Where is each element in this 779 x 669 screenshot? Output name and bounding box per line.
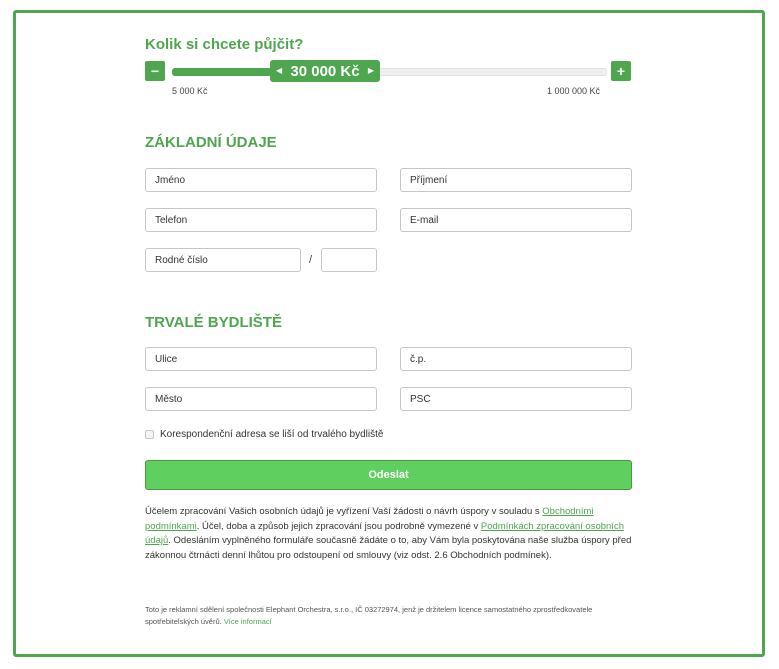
loan-slider-fill — [172, 68, 272, 76]
city-field[interactable] — [145, 387, 377, 411]
advertising-disclaimer — [145, 604, 635, 627]
house-number-field[interactable] — [400, 347, 632, 371]
birth-number-field[interactable] — [145, 248, 301, 272]
consent-text-part: Účelem zpracování Vašich osobních údajů je vyřízení Vaší žádosti o návrh úspory v souladu s — [145, 506, 543, 517]
birth-number-slash: / — [309, 254, 313, 266]
loan-slider-handle[interactable] — [270, 60, 380, 82]
different-address-checkbox[interactable] — [145, 430, 154, 439]
arrow-left-icon: ◀ — [276, 66, 283, 75]
birth-number-suffix-field[interactable] — [321, 248, 377, 272]
different-address-label[interactable]: Korespondenční adresa se liší od trvalého bydliště — [160, 429, 384, 440]
slider-max-label: 1 000 000 Kč — [547, 86, 601, 96]
privacy-conditions-link[interactable]: Podmínkách zpracování osobních údajů — [145, 520, 624, 546]
email-field[interactable] — [400, 208, 632, 232]
permanent-address-title: TRVALÉ BYDLIŠTĚ — [145, 314, 282, 331]
consent-text — [145, 505, 635, 563]
basic-info-title: ZÁKLADNÍ ÚDAJE — [145, 134, 277, 151]
more-info-link[interactable]: Více informací — [223, 616, 272, 626]
consent-text-part: . Účel, doba a způsob jejich zpracování jsou podrobně vymezené v — [196, 520, 481, 532]
last-name-field[interactable] — [400, 168, 632, 192]
decrease-amount-button[interactable]: − — [145, 61, 165, 81]
zip-field[interactable] — [400, 387, 632, 411]
first-name-field[interactable] — [145, 168, 377, 192]
terms-link[interactable]: Obchodními podmínkami — [145, 506, 594, 532]
slider-min-label: 5 000 Kč — [172, 86, 208, 96]
loan-question: Kolik si chcete půjčit? — [145, 36, 304, 53]
consent-text-part: . Odesláním vyplněného formuláře současně žádáte o to, aby Vám byla poskytována naše služba úspory před zákonnou čtrnácti denní lhůtou pro odstoupení od smlouvy (viz odst. 2.6 Obchodních podmínek). — [145, 535, 632, 561]
submit-button[interactable]: Odeslat — [145, 460, 632, 490]
loan-amount-value: 30 000 Kč — [290, 62, 360, 80]
increase-amount-button[interactable]: + — [611, 61, 631, 81]
street-field[interactable] — [145, 347, 377, 371]
disclaimer-text: Toto je reklamní sdělení společnosti Elephant Orchestra, s.r.o., IČ 03272974, jenž je držitelem licence samostatného zprostředkovatele spotřebitelských úvěrů. — [145, 605, 593, 626]
arrow-right-icon: ▶ — [367, 66, 374, 75]
phone-field[interactable] — [145, 208, 377, 232]
